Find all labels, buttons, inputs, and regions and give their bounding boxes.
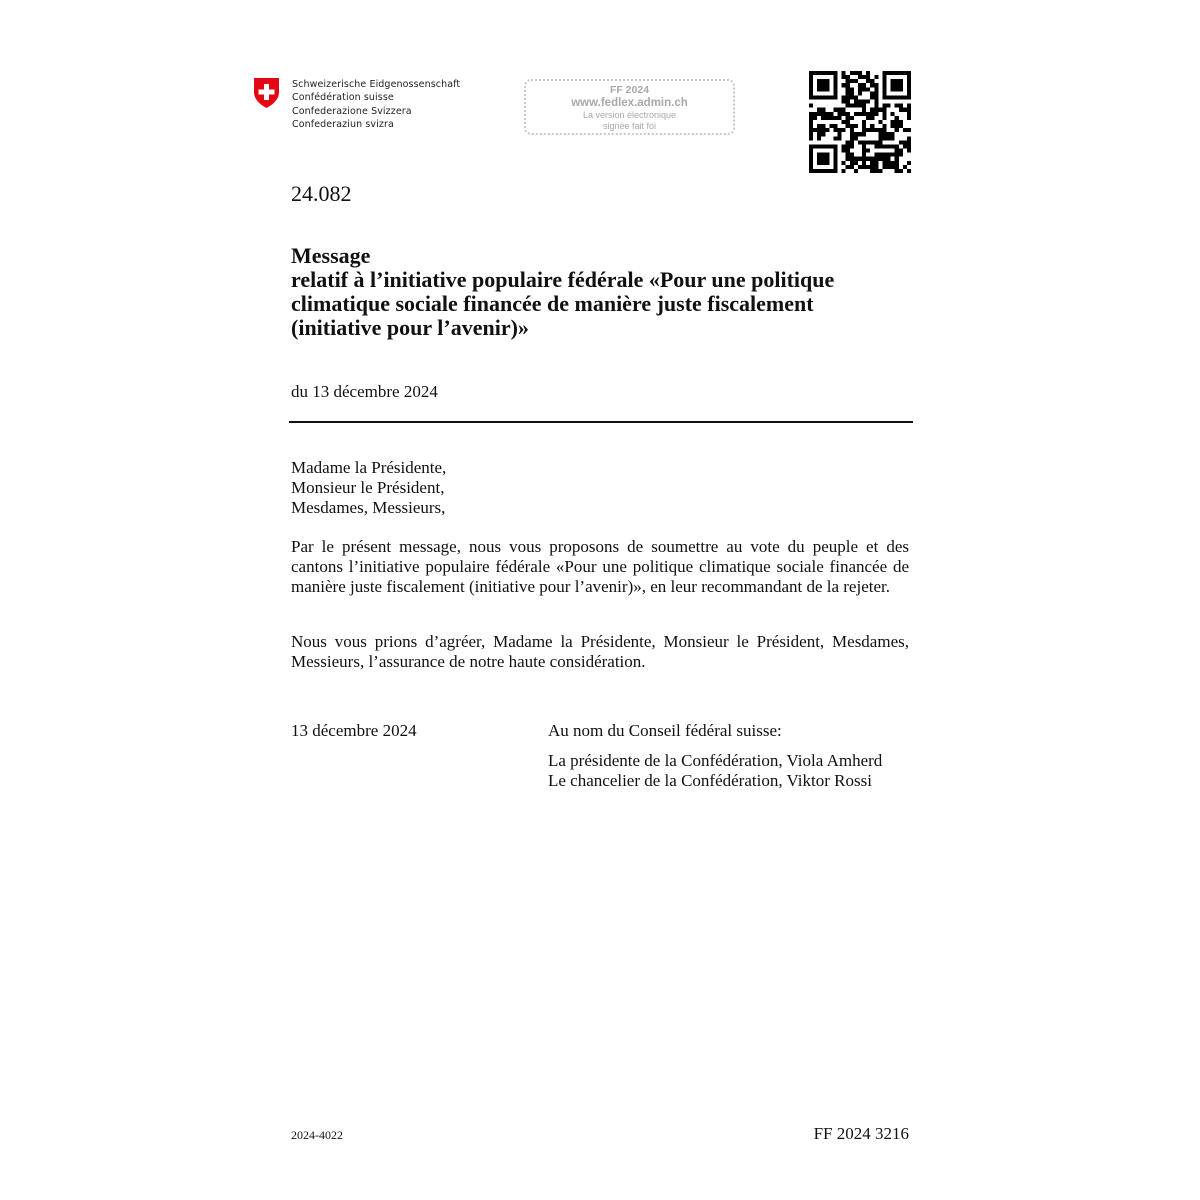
electronic-version-stamp — [524, 79, 735, 135]
authority-line-it: Confederazione Svizzera — [292, 105, 412, 117]
salutation-line: Madame la Présidente, — [291, 458, 447, 477]
signature-block — [548, 721, 882, 791]
signature-on-behalf: Au nom du Conseil fédéral suisse: — [548, 721, 782, 740]
stamp-note-1: La version électronique — [582, 110, 677, 120]
swiss-cross-shield-icon — [253, 77, 280, 109]
federal-authority-name — [292, 78, 460, 132]
body-paragraph-closing: Nous vous prions d’agréer, Madame la Présidente, Monsieur le Président, Mesdames, Messieurs, l’assurance de notre haute considération. — [291, 632, 909, 671]
salutation-line: Monsieur le Président, — [291, 478, 445, 497]
stamp-ff: FF 2024 — [609, 84, 650, 96]
document-title — [291, 244, 911, 340]
title-line: relatif à l’initiative populaire fédérale «Pour une politique — [291, 267, 835, 292]
qr-code-icon — [809, 71, 911, 173]
signature-date: 13 décembre 2024 — [291, 721, 417, 740]
stamp-note-2: signée fait foi — [602, 121, 657, 131]
title-line: climatique sociale financée de manière juste fiscalement — [291, 291, 814, 316]
authority-line-rm: Confederaziun svizra — [292, 119, 394, 131]
authority-line-de: Schweizerische Eidgenossenschaft — [292, 79, 461, 90]
authority-line-fr: Confédération suisse — [292, 92, 394, 104]
title-line: Message — [291, 243, 371, 268]
document-number: 24.082 — [291, 181, 352, 206]
divider — [289, 421, 913, 423]
footer-reference: 2024-4022 — [291, 1128, 343, 1142]
stamp-url: www.fedlex.admin.ch — [571, 97, 688, 109]
salutation — [291, 458, 446, 518]
salutation-line: Mesdames, Messieurs, — [291, 498, 446, 517]
body-paragraph-proposal: Par le présent message, nous vous proposons de soumettre au vote du peuple et des cantons l’initiative populaire fédérale «Pour une politique climatique sociale financée de manière juste fiscalement (initiative pour l’avenir)», en leur recommandant de la rejeter. — [291, 537, 909, 596]
signature-chancellor: Le chancelier de la Confédération, Viktor Rossi — [548, 771, 872, 790]
signature-president: La présidente de la Confédération, Viola Amherd — [548, 751, 883, 770]
document-date: du 13 décembre 2024 — [291, 382, 438, 401]
title-line: (initiative pour l’avenir)» — [291, 315, 529, 340]
footer-ff-number: FF 2024 3216 — [813, 1124, 909, 1143]
